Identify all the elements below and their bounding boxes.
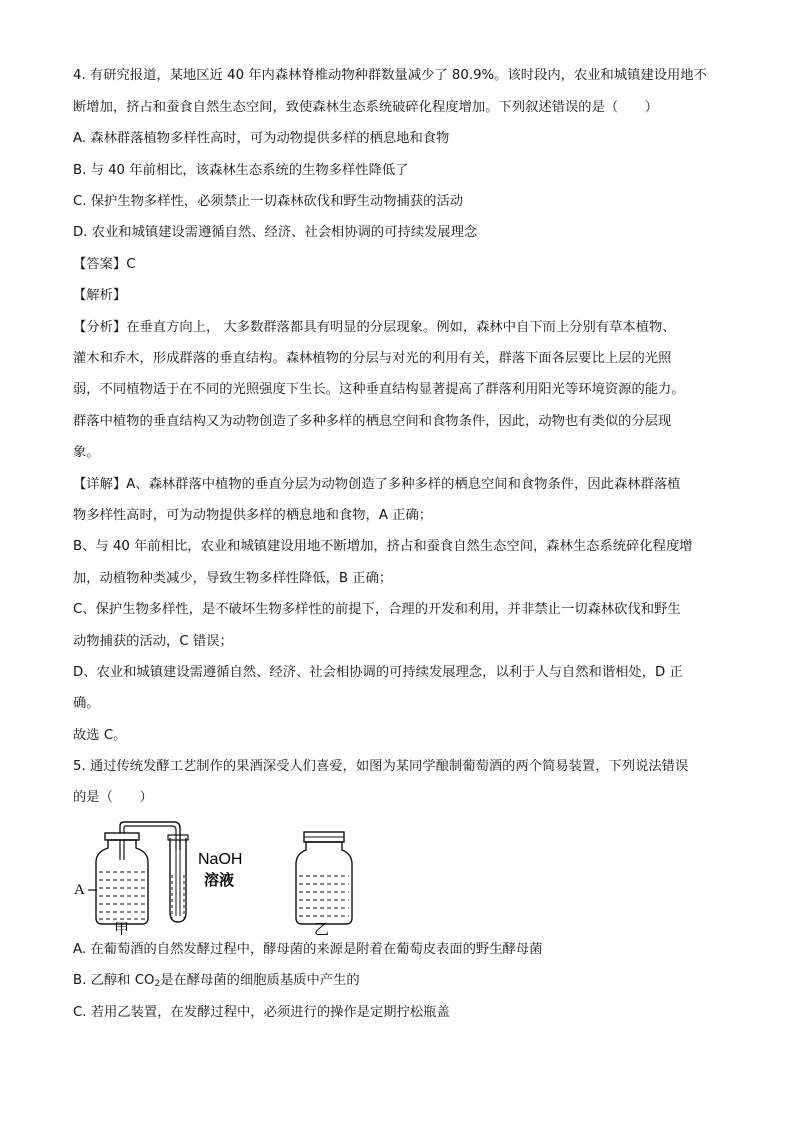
q5-option-b-post: 是在酵母菌的细胞质基质中产生的	[160, 973, 360, 988]
answer-tag: 【答案】	[73, 257, 127, 272]
apparatus-yi-figure	[290, 820, 360, 935]
test-tube	[170, 838, 186, 922]
xiangjie-d-1: D、农业和城镇建设需遵循自然、经济、社会相协调的可持续发展理念，以利于人与自然和谐相处，D 正	[73, 665, 683, 680]
q4-option-b: B. 与 40 年前相比，该森林生态系统的生物多样性降低了	[73, 163, 409, 178]
q5-option-b-sub: 2	[154, 979, 161, 989]
q4-stem-line-1: 4. 有研究报道，某地区近 40 年内森林脊椎动物种群数量减少了 80.9%。该时段内，农业和城镇建设用地不	[73, 68, 707, 83]
q5-option-b	[73, 972, 733, 993]
fenxi-line-5: 象。	[73, 445, 100, 460]
bottle-jia-cap	[105, 833, 139, 840]
xiangjie-c-1: C、保护生物多样性，是不破坏生物多样性的前提下，合理的开发和利用，并非禁止一切森林砍伐和野生	[73, 602, 681, 617]
label-solution: 溶液	[204, 871, 235, 889]
bottle-jia	[96, 840, 148, 924]
q4-stem-line-2: 断增加，挤占和蚕食自然生态空间，致使森林生态系统破碎化程度增加。下列叙述错误的是（ ）	[73, 100, 659, 115]
fenxi-line-4: 群落中植物的垂直结构又为动物创造了多种多样的栖息空间和食物条件，因此，动物也有类似的分层现	[73, 414, 672, 429]
q5-option-a: A. 在葡萄酒的自然发酵过程中，酵母菌的来源是附着在葡萄皮表面的野生酵母菌	[73, 942, 543, 957]
label-jia: 甲	[114, 920, 130, 935]
xiangjie-d-2: 确。	[73, 696, 100, 711]
xiangjie-a-2: 物多样性高时，可为动物提供多样的栖息地和食物，A 正确；	[73, 508, 433, 523]
xiangjie-a-1: A、森林群落中植物的垂直分层为动物创造了多种多样的栖息空间和食物条件，因此森林群落植	[126, 477, 681, 492]
liquid-yi	[299, 876, 349, 916]
label-yi: 乙	[314, 920, 330, 935]
q5-stem-line-1: 5. 通过传统发酵工艺制作的果酒深受人们喜爱，如图为某同学酿制葡萄酒的两个简易装置，下列说法错误	[73, 759, 689, 774]
fenxi-tag: 【分析】	[73, 320, 127, 335]
q4-option-c: C. 保护生物多样性，必须禁止一切森林砍伐和野生动物捕获的活动	[73, 194, 464, 209]
xiangjie-tag: 【详解】	[73, 477, 127, 492]
bottle-yi	[296, 842, 352, 924]
xiangjie-b-2: 加，动植物种类减少，导致生物多样性降低，B 正确；	[73, 571, 393, 586]
conclusion: 故选 C。	[73, 728, 127, 743]
label-a: A	[74, 882, 85, 898]
apparatus-jia-figure	[70, 820, 270, 935]
fenxi-line-3: 弱，不同植物适于在不同的光照强度下生长。这种垂直结构显著提高了群落利用阳光等环境资源的能力。	[73, 382, 685, 397]
xiangjie-b-1: B、与 40 年前相比，农业和城镇建设用地不断增加，挤占和蚕食自然生态空间，森林生态系统碎化程度增	[73, 539, 693, 554]
q4-option-a: A. 森林群落植物多样性高时，可为动物提供多样的栖息地和食物	[73, 131, 450, 146]
answer-value: C	[126, 257, 136, 272]
q5-option-c: C. 若用乙装置，在发酵过程中，必须进行的操作是定期拧松瓶盖	[73, 1005, 450, 1020]
q4-option-d: D. 农业和城镇建设需遵循自然、经济、社会相协调的可持续发展理念	[73, 225, 478, 240]
q5-stem-line-2: 的是（ ）	[73, 790, 153, 805]
xiangjie-line-1	[73, 476, 733, 494]
label-naoh: NaOH	[198, 851, 243, 868]
fenxi-text-1: 在垂直方向上， 大多数群落都具有明显的分层现象。例如，森林中自下而上分别有草本植物、	[126, 320, 676, 335]
analysis-tag: 【解析】	[73, 288, 127, 303]
fenxi-line-2: 灌木和乔木，形成群落的垂直结构。森林植物的分层与对光的利用有关，群落下面各层要比上层的光照	[73, 351, 672, 366]
q4-answer	[73, 256, 733, 274]
fenxi-line-1	[73, 319, 733, 337]
xiangjie-c-2: 动物捕获的活动，C 错误；	[73, 634, 233, 649]
q5-option-b-pre: B. 乙醇和 CO	[73, 973, 155, 988]
liquid-jia	[99, 872, 145, 919]
